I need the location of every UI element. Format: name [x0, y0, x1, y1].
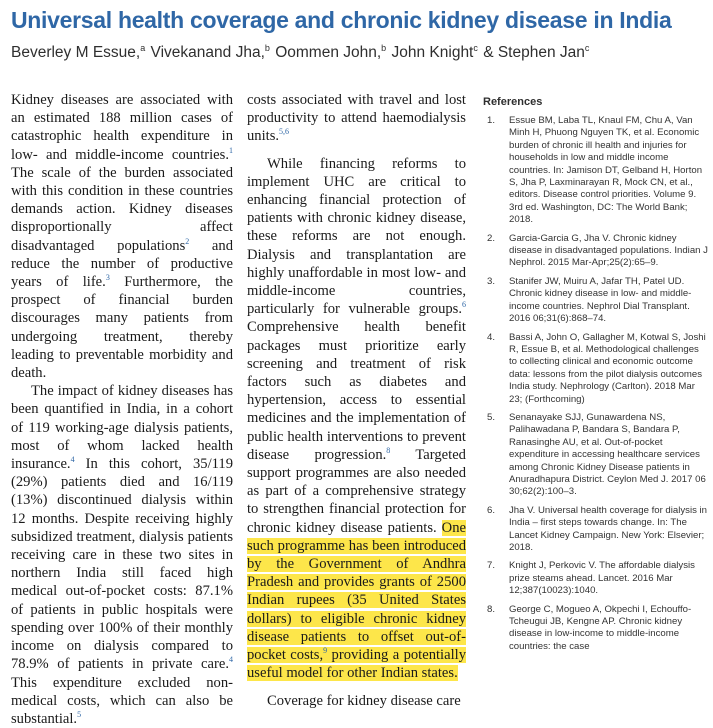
reference-text: Knight J, Perkovic V. The affordable dialysis prize steams ahead. Lancet. 2016 Mar 12;387(10023):1040. — [509, 560, 695, 597]
citation-mark[interactable]: 8 — [386, 445, 391, 455]
reference-item — [483, 233, 709, 270]
body-paragraph: Coverage for kidney disease care — [267, 692, 461, 709]
references-heading: References — [483, 96, 543, 108]
reference-text: George C, Mogueo A, Okpechi I, Echouffo-Tcheugui JB, Kengne AP. Chronic kidney disease in low-income to middle-income countries: the case — [509, 603, 692, 652]
text-run: Targeted support programmes are also needed as part of a comprehensive strategy to strengthen financial protection for chronic kidney disease patients. — [247, 446, 466, 536]
text-run: While financing reforms to implement UHC are critical to enhancing financial protection of patients with chronic kidney disease, these reforms are not enough. Dialysis and transplantation are highly unaffordable in most low- and middle-income countries, particularly for vulnerable groups. — [247, 155, 466, 318]
reference-text: Bassi A, John O, Gallagher M, Kotwal S, Joshi R, Essue B, et al. Methodological challenges to collecting clinical and economic outcome data: lessons from the pilot dialysis outcomes India study. Nephrology (Carlton). 2018 Mar 23; (Forthcoming) — [509, 331, 706, 405]
reference-text: Senanayake SJJ, Gunawardena NS, Palihawadana P, Bandara S, Bandara P, Ranasinghe AU, et al. Out-of-pocket expenditure in accessing healthcare services among Chronic Kidney Disease patients in Anuradhapura District. Ceylon Med J. 2017 06 30;62(2):100–3. — [509, 411, 706, 498]
reference-item — [483, 560, 709, 597]
affiliation-mark: c — [473, 43, 478, 53]
reference-text: Garcia-Garcia G, Jha V. Chronic kidney disease in disadvantaged populations. Indian J Nephrol. 2015 Mar-Apr;25(2):65–9. — [509, 232, 708, 269]
reference-item — [483, 604, 709, 654]
author-name: John Knight — [391, 44, 474, 61]
reference-number: 3. — [487, 275, 496, 287]
body-paragraph — [247, 91, 466, 146]
text-run: One such programme has been introduced by the Government of Andhra Pradesh and provides grants of 2500 Indian rupees (35 United States dollars) to eligible chronic kidney disease patients to offset out-of-pocket costs, — [247, 519, 466, 664]
citation-mark[interactable]: 4 — [229, 655, 233, 665]
reference-number: 4. — [487, 331, 496, 343]
reference-item — [483, 276, 709, 326]
text-run: providing a potentially useful model for other Indian states. — [247, 647, 466, 682]
affiliation-mark: b — [264, 43, 270, 53]
body-paragraph — [11, 382, 233, 728]
reference-text: Jha V. Universal health coverage for dialysis in India – first steps towards change. In: The Lancet Kidney Campaign. New York: Elsevier; 2018. — [509, 504, 708, 553]
reference-item — [483, 115, 709, 227]
reference-number: 7. — [487, 560, 496, 572]
text-run: costs associated with travel and lost productivity to attend haemodialysis units. — [247, 92, 466, 145]
reference-number: 1. — [487, 115, 496, 126]
text-run: In this cohort, 35/119 (29%) patients died and 16/119 (13%) discontinued dialysis within 12 months. Despite receiving highly subsidized treatment, dialysis patients receiving care in these two sites in northern India still faced high medical out-of-pocket costs: 87.1% of patients in public hospitals were spending over 100% of their monthly income on dialysis compared to 78.9% of patients in private care. — [11, 456, 233, 673]
author-name: & Stephen Jan — [483, 44, 585, 61]
citation-mark[interactable]: 6 — [462, 300, 466, 310]
body-paragraph — [247, 155, 466, 683]
citation-mark[interactable]: 2 — [185, 236, 190, 246]
affiliation-mark: a — [140, 43, 146, 53]
reference-text: Essue BM, Laba TL, Knaul FM, Chu A, Van Minh H, Phuong Nguyen TK, et al. Economic burden of chronic ill health and injuries for households in low and middle income countries. In: Jamison DT, Gelband H, Horton S, Jha P, Laxminarayan R, Mock CN, et al., editors. Disease control priorities. Volume 9. 3rd ed. Washington, DC: The World Bank; 2018. — [509, 115, 703, 226]
body-paragraph — [11, 91, 233, 382]
text-run: This expenditure excluded non-medical costs, which can also be substantial. — [11, 674, 233, 727]
author-name: Vivekanand Jha, — [150, 44, 265, 61]
text-run: and reduce the number of productive years of life. — [11, 237, 233, 291]
reference-item — [483, 505, 709, 555]
author-name: Beverley M Essue, — [11, 44, 141, 61]
citation-mark[interactable]: 3 — [105, 273, 110, 283]
reference-number: 5. — [487, 411, 496, 423]
citation-mark[interactable]: 5 — [77, 709, 82, 719]
reference-item — [483, 332, 709, 406]
affiliation-mark: c — [584, 43, 590, 53]
article-title: Universal health coverage and chronic kidney disease in India — [11, 7, 672, 33]
reference-number: 6. — [487, 504, 496, 516]
affiliation-mark: b — [381, 43, 387, 53]
reference-number: 8. — [487, 603, 496, 615]
reference-number: 2. — [487, 232, 496, 244]
text-run: Comprehensive health benefit packages must prioritize early screening and treatment of risk factors such as diabetes and hypertension, access to essential medicines and the implementation of public health interventions to prevent disease progression. — [247, 319, 466, 463]
reference-item — [483, 412, 709, 499]
body-column-1 — [11, 91, 233, 727]
reference-list — [483, 115, 709, 653]
text-run: Furthermore, the prospect of financial burden discourages many patients from undergoing treatment, thereby leading to preventable morbidity and death. — [11, 274, 233, 382]
author-name: Oommen John, — [275, 44, 382, 61]
text-run: The impact of kidney diseases has been quantified in India, in a cohort of 119 working-age dialysis patients, most of whom lacked health insurance. — [11, 383, 233, 473]
references-section — [483, 95, 709, 652]
citation-mark[interactable]: 5,6 — [279, 127, 290, 137]
citation-mark[interactable]: 1 — [229, 145, 233, 155]
author-list — [11, 38, 711, 63]
text-run: Kidney diseases are associated with an estimated 188 million cases of catastrophic health expenditure in low- and middle-income countries. — [11, 92, 233, 163]
citation-mark[interactable]: 9 — [323, 646, 328, 656]
text-run: The scale of the burden associated with this condition in these countries demands action. Kidney diseases disproportionally affect disadvantaged populations — [11, 164, 233, 254]
highlighted-passage — [247, 520, 466, 682]
body-column-2 — [247, 91, 466, 709]
citation-mark[interactable]: 4 — [70, 455, 75, 465]
reference-text: Stanifer JW, Muiru A, Jafar TH, Patel UD. Chronic kidney disease in low- and middle-income countries. Nephrol Dial Transplant. 2016 06;31(6):868–74. — [509, 275, 692, 325]
